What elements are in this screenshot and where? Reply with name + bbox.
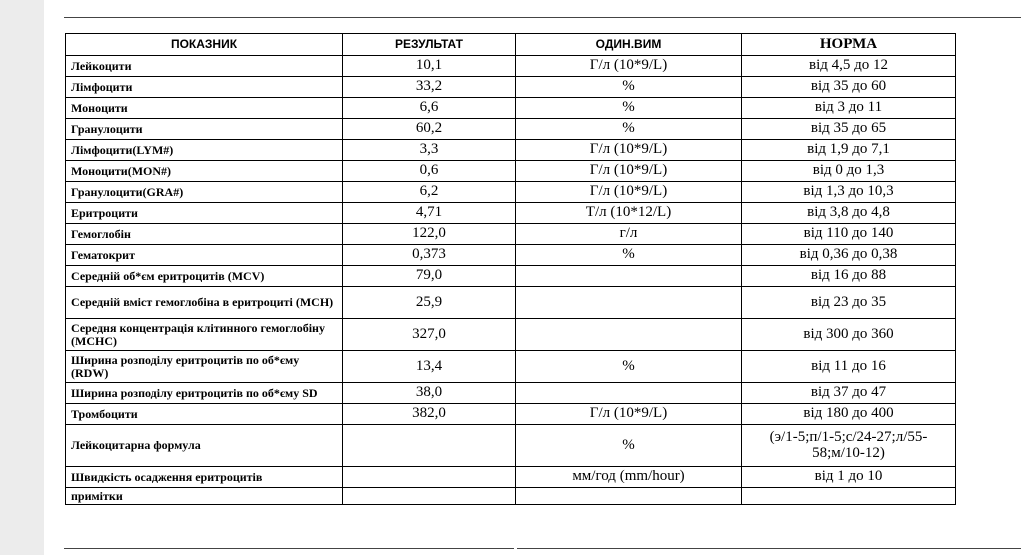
row-indicator-name: Гранулоцити(GRA#) [66, 182, 343, 203]
table-row [66, 140, 956, 161]
row-result-value: 4,71 [343, 203, 516, 224]
table-row [66, 467, 956, 488]
results-body [66, 56, 956, 505]
row-norm-range: від 300 до 360 [742, 319, 956, 351]
row-norm-range: від 37 до 47 [742, 383, 956, 404]
row-norm-range: від 180 до 400 [742, 404, 956, 425]
row-result-value [343, 425, 516, 467]
row-unit [516, 383, 742, 404]
row-result-value: 0,373 [343, 245, 516, 266]
row-result-value: 0,6 [343, 161, 516, 182]
row-indicator-name: Середній об*єм еритроцитів (MCV) [66, 266, 343, 287]
row-unit [516, 287, 742, 319]
row-indicator-name: Середня концентрація клітинного гемоглобіну (MCHC) [66, 319, 343, 351]
row-norm-range: від 16 до 88 [742, 266, 956, 287]
row-indicator-name: Моноцити [66, 98, 343, 119]
row-norm-range: від 35 до 65 [742, 119, 956, 140]
footer-rule-right [517, 548, 1021, 549]
row-unit: % [516, 119, 742, 140]
row-indicator-name: Лейкоцити [66, 56, 343, 77]
row-indicator-name: Швидкість осадження еритроцитів [66, 467, 343, 488]
table-row [66, 119, 956, 140]
row-unit: Г/л (10*9/L) [516, 161, 742, 182]
table-row [66, 383, 956, 404]
document-page [44, 0, 1021, 555]
row-result-value: 60,2 [343, 119, 516, 140]
row-unit: Т/л (10*12/L) [516, 203, 742, 224]
row-indicator-name: Моноцити(MON#) [66, 161, 343, 182]
row-indicator-name: Лейкоцитарна формула [66, 425, 343, 467]
row-unit: % [516, 351, 742, 383]
row-result-value: 10,1 [343, 56, 516, 77]
header-indicator: ПОКАЗНИК [66, 34, 343, 56]
table-row [66, 182, 956, 203]
row-unit: Г/л (10*9/L) [516, 56, 742, 77]
row-indicator-name: Лімфоцити [66, 77, 343, 98]
row-result-value: 79,0 [343, 266, 516, 287]
row-norm-range: від 23 до 35 [742, 287, 956, 319]
row-norm-range: від 0 до 1,3 [742, 161, 956, 182]
table-row [66, 77, 956, 98]
header-norm: НОРМА [742, 34, 956, 56]
row-norm-range [742, 488, 956, 505]
table-row [66, 488, 956, 505]
row-result-value: 3,3 [343, 140, 516, 161]
row-unit: Г/л (10*9/L) [516, 404, 742, 425]
row-indicator-name: Лімфоцити(LYM#) [66, 140, 343, 161]
row-indicator-name: Еритроцити [66, 203, 343, 224]
table-header-row [66, 34, 956, 56]
table-row [66, 56, 956, 77]
table-row [66, 266, 956, 287]
row-unit [516, 488, 742, 505]
table-row [66, 161, 956, 182]
row-result-value: 33,2 [343, 77, 516, 98]
table-row [66, 425, 956, 467]
row-unit [516, 319, 742, 351]
row-norm-range: від 35 до 60 [742, 77, 956, 98]
row-norm-range: від 1,3 до 10,3 [742, 182, 956, 203]
footer-rule-left [64, 548, 514, 549]
row-norm-range: від 3 до 11 [742, 98, 956, 119]
row-norm-range: від 4,5 до 12 [742, 56, 956, 77]
row-result-value [343, 467, 516, 488]
row-result-value: 6,6 [343, 98, 516, 119]
header-unit: ОДИН.ВИМ [516, 34, 742, 56]
row-unit: % [516, 77, 742, 98]
row-indicator-name: Гемоглобін [66, 224, 343, 245]
row-norm-range: від 1 до 10 [742, 467, 956, 488]
row-unit: Г/л (10*9/L) [516, 182, 742, 203]
table-row [66, 404, 956, 425]
row-unit: % [516, 98, 742, 119]
header-rule [64, 17, 1021, 18]
row-indicator-name: Тромбоцити [66, 404, 343, 425]
row-unit: % [516, 245, 742, 266]
row-indicator-name: Гематокрит [66, 245, 343, 266]
header-result: РЕЗУЛЬТАТ [343, 34, 516, 56]
table-row [66, 287, 956, 319]
table-row [66, 224, 956, 245]
row-result-value: 382,0 [343, 404, 516, 425]
row-result-value: 6,2 [343, 182, 516, 203]
table-row [66, 98, 956, 119]
row-unit: % [516, 425, 742, 467]
table-row [66, 351, 956, 383]
row-result-value: 25,9 [343, 287, 516, 319]
table-row [66, 203, 956, 224]
row-result-value: 122,0 [343, 224, 516, 245]
row-indicator-name: Ширина розподілу еритроцитів по об*єму (RDW) [66, 351, 343, 383]
row-indicator-name: Середній вміст гемоглобіна в еритроциті (MCH) [66, 287, 343, 319]
row-unit [516, 266, 742, 287]
row-norm-range: від 1,9 до 7,1 [742, 140, 956, 161]
row-indicator-name: Ширина розподілу еритроцитів по об*єму SD [66, 383, 343, 404]
results-table [65, 33, 956, 505]
row-indicator-name: Гранулоцити [66, 119, 343, 140]
row-norm-range: від 3,8 до 4,8 [742, 203, 956, 224]
row-norm-range: від 11 до 16 [742, 351, 956, 383]
row-unit: Г/л (10*9/L) [516, 140, 742, 161]
row-unit: г/л [516, 224, 742, 245]
table-row [66, 245, 956, 266]
row-unit: мм/год (mm/hour) [516, 467, 742, 488]
row-norm-range: (э/1-5;п/1-5;с/24-27;л/55-58;м/10-12) [742, 425, 956, 467]
row-result-value [343, 488, 516, 505]
table-row [66, 319, 956, 351]
row-indicator-name: примітки [66, 488, 343, 505]
row-norm-range: від 110 до 140 [742, 224, 956, 245]
row-result-value: 13,4 [343, 351, 516, 383]
row-result-value: 327,0 [343, 319, 516, 351]
row-result-value: 38,0 [343, 383, 516, 404]
row-norm-range: від 0,36 до 0,38 [742, 245, 956, 266]
